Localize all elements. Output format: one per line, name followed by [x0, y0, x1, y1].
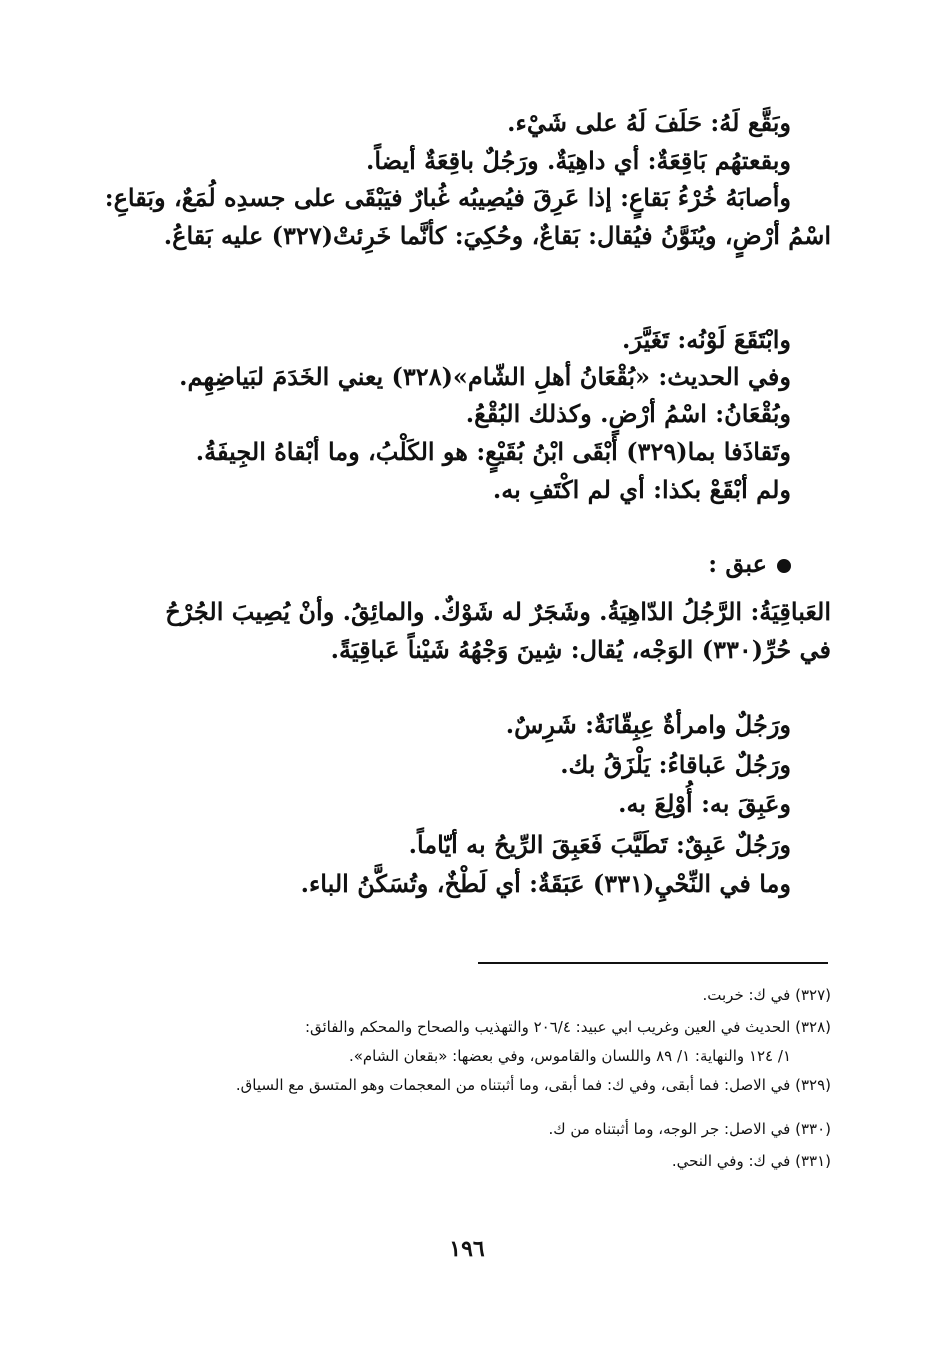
- footnote-line: (٣٣١) في ك: وفي النحي.: [671, 1152, 831, 1170]
- text-line: وبقعتهُم بَاقِعَةٌ: أي داهِيَةٌ. ورَجُلٌ باقِعَةٌ أيضاً.: [365, 146, 791, 175]
- text-line: اسْمُ أرْضٍ، ويُنَوَّنُ فيُقال: بَقاعٌ، وحُكِيَ: كأنَّما خَرِئتْ(٣٢٧) عليه بَقاعُ.: [163, 221, 831, 250]
- text-line: ورَجُلٌ عَبِقٌ: تَطَيَّبَ فَعَبِقَ الرِّيحُ به أيّاماً.: [408, 830, 791, 859]
- text-line: ورَجُلٌ وامرأةٌ عِبِقّانَةٌ: شَرِسٌ.: [505, 710, 791, 739]
- text-line: في حُرِّ(٣٣٠) الوَجْه، يُقال: شِينَ وَجْهُهُ شَيْناً عَباقِيَةً.: [330, 635, 831, 664]
- footnote-line: (٣٢٨) الحديث في العين وغريب ابي عبيد: ٢٠٦/٤ والتهذيب والصحاح والمحكم والفائق:: [304, 1018, 831, 1036]
- text-line: العَباقِيَةُ: الرَّجُلُ الدّاهِيَةُ. وشَجَرٌ له شَوْكٌ. والمائِقُ. وأنْ يُصِيبَ الجُرْحُ: [165, 597, 831, 626]
- footnote-line: (٣٢٧) في ك: خربت.: [702, 986, 831, 1004]
- text-line: وفي الحديث: «بُقْعَانُ أهلِ الشّام»(٣٢٨) يعني الخَدَمَ لبَياضِهِم.: [179, 362, 791, 391]
- text-line: وعَبِقَ به: أُوْلِعَ به.: [618, 789, 791, 818]
- footnote-line: ١/ ١٢٤ والنهاية: ١/ ٨٩ واللسان والقاموس، وفي بعضها: «بقعان الشام».: [348, 1047, 791, 1065]
- text-line: ورَجُلٌ عَباقاءُ: يَلْزَقُ بك.: [560, 750, 791, 779]
- footnote-line: (٣٣٠) في الاصل: جر الوجه، وما أثبتناه من ك.: [548, 1120, 831, 1138]
- text-line: وأصابَهُ خُرْءُ بَقاعٍ: إذا عَرِقَ فيُصِيبُه غُبارٌ فيَبْقَى على جسدِه لُمَعٌ، وبَقاعِ:: [104, 183, 791, 212]
- text-line: وتَقاذَفا بما(٣٢٩) أبْقَى ابْنُ بُقَيْعٍ: هو الكَلْبُ، وما أبْقاهُ الجِيفَةُ.: [195, 437, 791, 466]
- text-line: وابْتَقَعَ لَوْنُه: تَغَيَّرَ.: [621, 325, 791, 354]
- entry-heading: [708, 544, 791, 584]
- text-line: ولم أبْقَعْ بكذا: أي لم اكْتَفِ به.: [492, 475, 791, 504]
- bullet-icon: [777, 559, 791, 573]
- text-line: وما في النِّحْيِ(٣٣١) عَبَقَةٌ: أي لَطْخٌ، وتُسَكَّنُ الباء.: [300, 869, 791, 898]
- page-number: ١٩٦: [449, 1236, 485, 1262]
- text-line: وبَقَّع لَهُ: حَلَفَ لَهُ على شَيْء.: [507, 108, 791, 137]
- footnote-line: (٣٢٩) في الاصل: فما أبقى، وفي ك: فما أبقى، وما أثبتناه من المعجمات وهو المتسق مع السياق.: [235, 1076, 831, 1094]
- text-line: وبُقْعَانُ: اسْمُ أرْضٍ. وكذلك البُقْعُ.: [465, 399, 791, 428]
- footnote-separator: [478, 962, 828, 964]
- heading-label: عبق :: [708, 549, 767, 578]
